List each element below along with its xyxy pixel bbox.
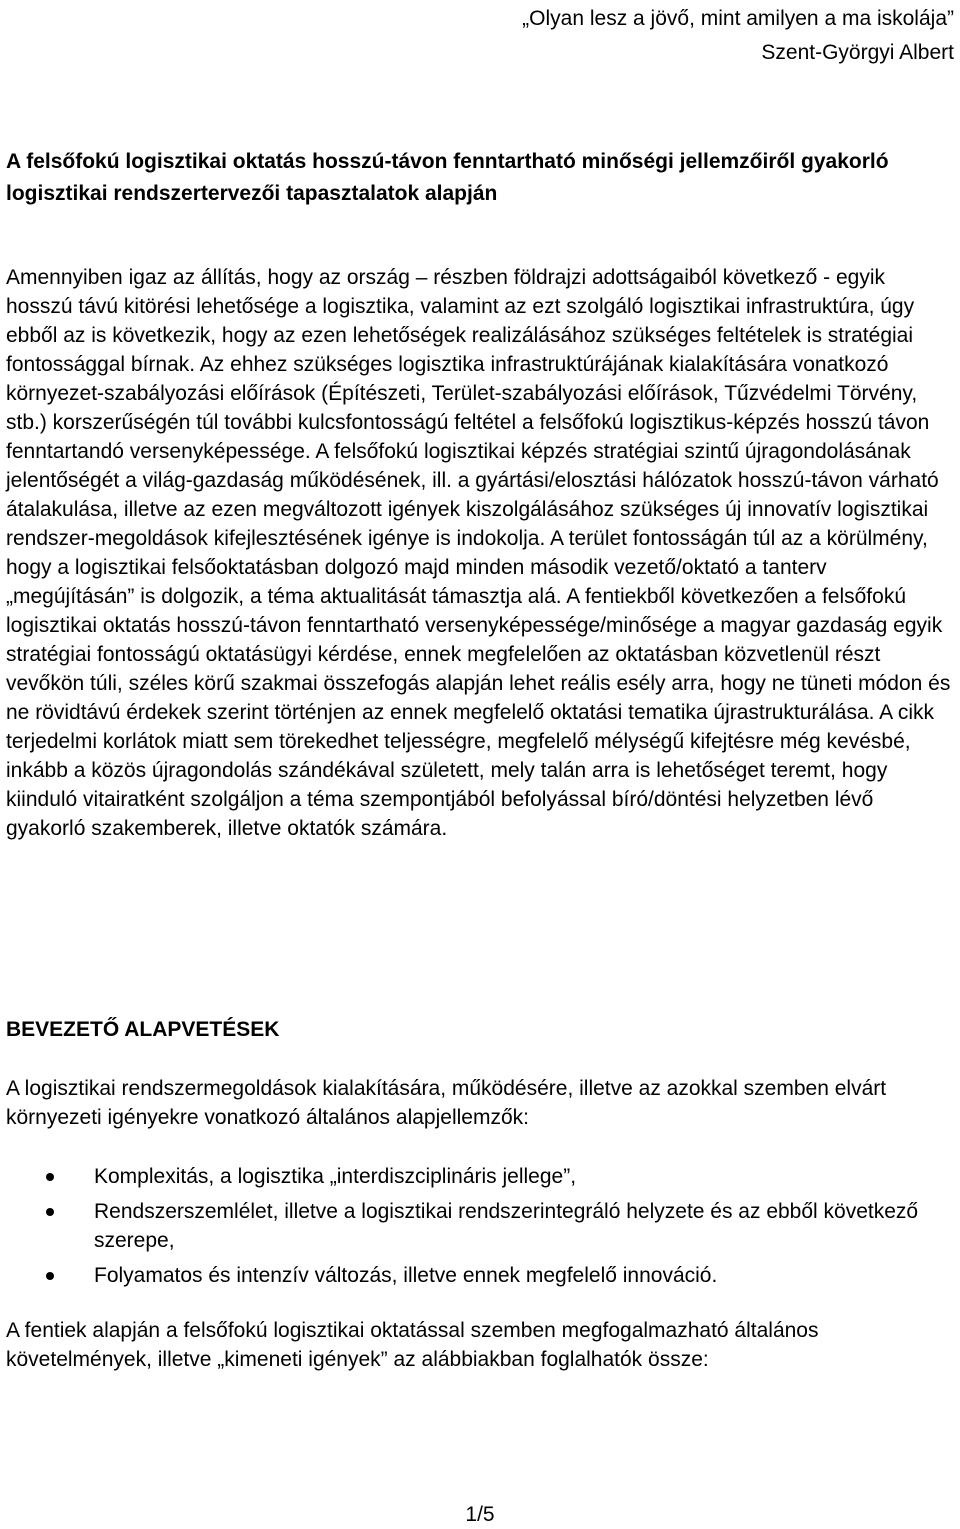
document-title: A felsőfokú logisztikai oktatás hosszú-távon fenntartható minőségi jellemzőiről gyakorló logisztikai rendszertervezői tapasztalatok alapján bbox=[6, 150, 889, 205]
epigraph bbox=[522, 2, 954, 70]
bullet-icon bbox=[46, 1272, 54, 1280]
page-number: 1/5 bbox=[465, 1503, 495, 1526]
bullet-icon bbox=[46, 1208, 54, 1216]
list-item bbox=[0, 1162, 956, 1191]
section-heading: BEVEZETŐ ALAPVETÉSEK bbox=[6, 1018, 280, 1041]
list-item-text: Komplexitás, a logisztika „interdiszciplináris jellege”, bbox=[94, 1165, 577, 1188]
list-item-text: Rendszerszemlélet, illetve a logisztikai rendszerintegráló helyzete és az ebből következő szerepe, bbox=[94, 1200, 919, 1252]
epigraph-author: Szent-Györgyi Albert bbox=[761, 41, 954, 64]
list-item bbox=[0, 1197, 956, 1255]
feature-list bbox=[0, 1162, 956, 1296]
list-item bbox=[0, 1261, 956, 1290]
list-item-text: Folyamatos és intenzív változás, illetve ennek megfelelő innováció. bbox=[94, 1264, 718, 1287]
closing-paragraph: A fentiek alapján a felsőfokú logisztikai oktatással szemben megfogalmazható általános követelmények, illetve „kimeneti igények” az alábbiakban foglalhatók össze: bbox=[6, 1319, 819, 1371]
features-intro-paragraph: A logisztikai rendszermegoldások kialakítására, működésére, illetve az azokkal szemben elvárt környezeti igényekre vonatkozó általános alapjellemzők: bbox=[6, 1077, 887, 1129]
intro-paragraph: Amennyiben igaz az állítás, hogy az ország – részben földrajzi adottságaiból következő - egyik hosszú távú kitörési lehetősége a logisztika, valamint az ezt szolgáló logisztikai infrastruktúra, úgy ebből az is következik, hogy az ezen lehetőségek realizálásához szükséges feltételek is stratégiai fontossággal bírnak. Az ehhez szükséges logisztika infrastruktúrájának kialakítására vonatkozó környezet-szabályozási előírások (Építészeti, Terület-szabályozási előírások, Tűzvédelmi Törvény, stb.) korszerűségén túl további kulcsfontosságú feltétel a felsőfokú logisztikus-képzés hosszú távon fenntartandó versenyképessége. A felsőfokú logisztikai képzés stratégiai szintű újragondolásának jelentőségét a világ-gazdaság működésének, ill. a gyártási/elosztási hálózatok hosszú-távon várható átalakulása, illetve az ezen megváltozott igények kiszolgálásához szükséges új innovatív logisztikai rendszer-megoldások kifejlesztésének igénye is indokolja. A terület fontosságán túl az a körülmény, hogy a logisztikai felsőoktatásban dolgozó majd minden második vezető/oktató a tanterv „megújításán” is dolgozik, a téma aktualitását támasztja alá. A fentiekből következően a felsőfokú logisztikai oktatás hosszú-távon fenntartható versenyképessége/minősége a magyar gazdaság egyik stratégiai fontosságú oktatásügyi kérdése, ennek megfelelően az oktatásban közvetlenül részt vevőkön túli, széles körű szakmai összefogás alapján lehet reális esély arra, hogy ne tüneti módon és ne rövidtávú érdekek szerint történjen az ennek megfelelő oktatási tematika újrastrukturálása. A cikk terjedelmi korlátok miatt sem törekedhet teljességre, megfelelő mélységű kifejtésre még kevésbé, inkább a közös újragondolás szándékával született, mely talán arra is lehetőséget teremt, hogy kiinduló vitairatként szolgáljon a téma szempontjából befolyással bíró/döntési helyzetben lévő gyakorló szakemberek, illetve oktatók számára. bbox=[6, 266, 951, 840]
bullet-icon bbox=[46, 1173, 54, 1181]
epigraph-quote: „Olyan lesz a jövő, mint amilyen a ma iskolája” bbox=[522, 7, 954, 30]
